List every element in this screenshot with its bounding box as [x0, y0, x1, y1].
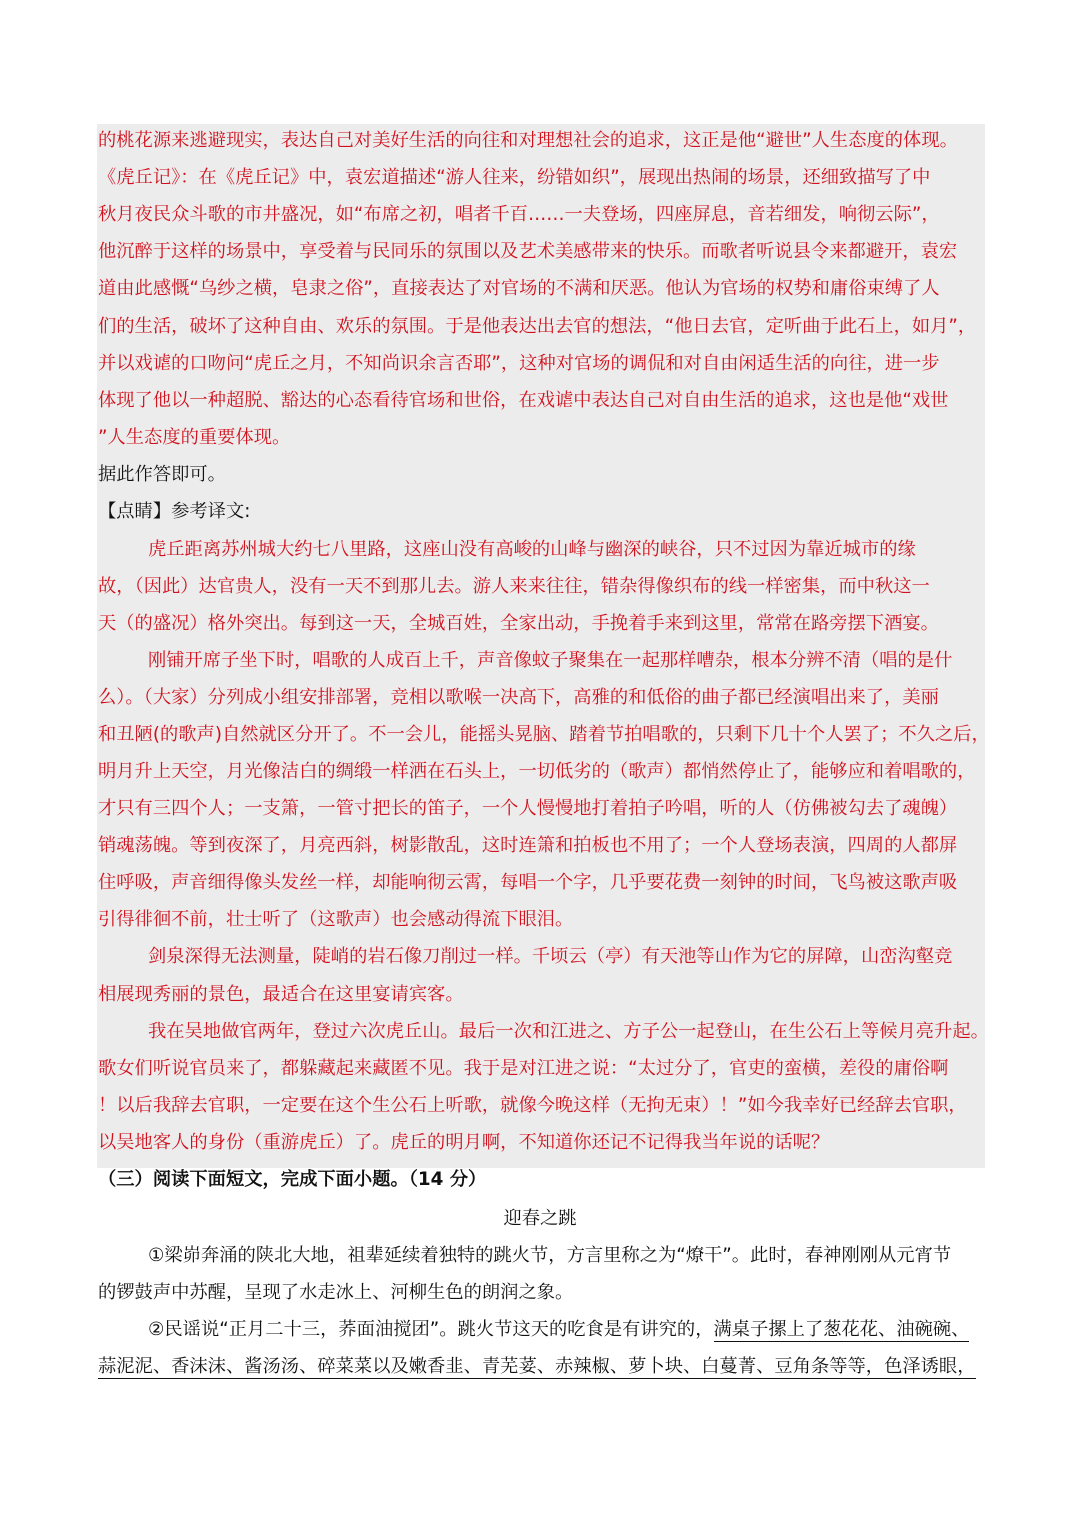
translation-line: 和丑陋(的歌声)自然就区分开了。不一会儿，能摇头晃脑、踏着节拍唱歌的，只剩下几十个人罢了；不久之后，: [98, 724, 990, 745]
passage-line: 的锣鼓声中苏醒，呈现了水走冰上、河柳生色的朗润之象。: [98, 1282, 574, 1303]
passage-line-text: ②民谣说“正月二十三，荞面油搅团”。跳火节这天的吃食是有讲究的，: [148, 1319, 714, 1340]
translation-line: 引得徘徊不前，壮士听了（这歌声）也会感动得流下眼泪。: [98, 909, 574, 930]
translation-line: 天（的盛况）格外突出。每到这一天，全城百姓，全家出动，手挽着手来到这里，常常在路旁摆下酒宴。: [98, 613, 939, 634]
translation-line: 虎丘距离苏州城大约七八里路，这座山没有高峻的山峰与幽深的峡谷，只不过因为靠近城市的缘: [148, 539, 916, 560]
passage-line: [148, 1318, 969, 1342]
underlined-passage-text: 蒜泥泥、香沫沫、酱汤汤、碎菜菜以及嫩香韭、青芜荽、赤辣椒、萝卜块、白蔓菁、豆角条等等，色泽诱眼，: [98, 1356, 976, 1377]
translation-line: 刚铺开席子坐下时，唱歌的人成百上千，声音像蚊子聚集在一起那样嘈杂，根本分辨不清（唱的是什: [148, 650, 953, 671]
translation-line: 歌女们听说官员来了，都躲藏起来藏匿不见。我于是对江进之说：“太过分了，官吏的蛮横，差役的庸俗啊: [98, 1058, 949, 1079]
passage-title: 迎春之跳: [503, 1208, 577, 1229]
answer-line: 体现了他以一种超脱、豁达的心态看待官场和世俗，在戏谑中表达自己对自由生活的追求，这也是他“戏世: [98, 390, 949, 411]
answer-line: 道由此感慨“乌纱之横，皂隶之俗”，直接表达了对官场的不满和厌恶。他认为官场的权势和庸俗束缚了人: [98, 278, 940, 299]
translation-line: 住呼吸，声音细得像头发丝一样，却能响彻云霄，每唱一个字，几乎要花费一刻钟的时间，飞鸟被这歌声吸: [98, 872, 958, 893]
translation-line: 我在吴地做官两年，登过六次虎丘山。最后一次和江进之、方子公一起登山，在生公石上等候月亮升起。: [148, 1021, 989, 1042]
translation-line: 相展现秀丽的景色，最适合在这里宴请宾客。: [98, 984, 464, 1005]
translation-line: 以吴地客人的身份（重游虎丘）了。虎丘的明月啊，不知道你还记不记得我当年说的话呢？: [98, 1132, 830, 1153]
answer-line: 并以戏谑的口吻问“虎丘之月，不知尚识余言否耶”，这种对官场的调侃和对自由闲适生活的向往，进一步: [98, 353, 940, 374]
answer-line: 秋月夜民众斗歌的市井盛况，如“布席之初，唱者千百……一夫登场，四座屏息，音若细发，响彻云际”，: [98, 204, 940, 225]
answer-line: ”人生态度的重要体现。: [98, 427, 291, 448]
answer-closing: 据此作答即可。: [98, 464, 226, 485]
passage-line: ①梁峁奔涌的陕北大地，祖辈延续着独特的跳火节，方言里称之为“燎干”。此时，春神刚刚从元宵节: [148, 1245, 952, 1266]
answer-line: 的桃花源来逃避现实，表达自己对美好生活的向往和对理想社会的追求，这正是他“避世”人生态度的体现。: [98, 130, 958, 151]
translation-line: 销魂荡魄。等到夜深了，月亮西斜，树影散乱，这时连箫和拍板也不用了；一个人登场表演，四周的人都屏: [98, 835, 958, 856]
answer-line: 《虎丘记》：在《虎丘记》中，袁宏道描述“游人往来，纷错如织”，展现出热闹的场景，还细致描写了中: [98, 167, 931, 188]
tip-label: 【点睛】参考译文:: [98, 501, 251, 522]
translation-line: 故，（因此）达官贵人，没有一天不到那儿去。游人来来往往，错杂得像织布的线一样密集，而中秋这一: [98, 576, 930, 597]
translation-line: 么）。（大家）分列成小组安排部署，竞相以歌喉一决高下，高雅的和低俗的曲子都已经演唱出来了，美丽: [98, 687, 939, 708]
translation-line: ！以后我辞去官职，一定要在这个生公石上听歌，就像今晚这样（无拘无束）！”如今我幸好已经辞去官职，: [98, 1095, 967, 1116]
translation-line: 明月升上天空，月光像洁白的绸缎一样洒在石头上，一切低劣的（歌声）都悄然停止了，能够应和着唱歌的，: [98, 761, 976, 782]
section-heading: （三）阅读下面短文，完成下面小题。（14 分）: [98, 1169, 487, 1190]
underlined-passage-text: 满桌子摞上了葱花花、油碗碗、: [713, 1319, 970, 1340]
answer-line: 们的生活，破坏了这种自由、欢乐的氛围。于是他表达出去官的想法，“他日去官，定听曲于此石上，如月”，: [98, 316, 977, 337]
translation-line: 剑泉深得无法测量，陡峭的岩石像刀削过一样。千顷云（亭）有天池等山作为它的屏障，山峦沟壑竞: [148, 946, 953, 967]
answer-line: 他沉醉于这样的场景中，享受着与民同乐的氛围以及艺术美感带来的快乐。而歌者听说县令来都避开，袁宏: [98, 241, 958, 262]
translation-line: 才只有三四个人；一支箫，一管寸把长的笛子，一个人慢慢地打着拍子吟唱，听的人（仿佛被勾去了魂魄）: [98, 798, 958, 819]
passage-line: [98, 1355, 976, 1379]
